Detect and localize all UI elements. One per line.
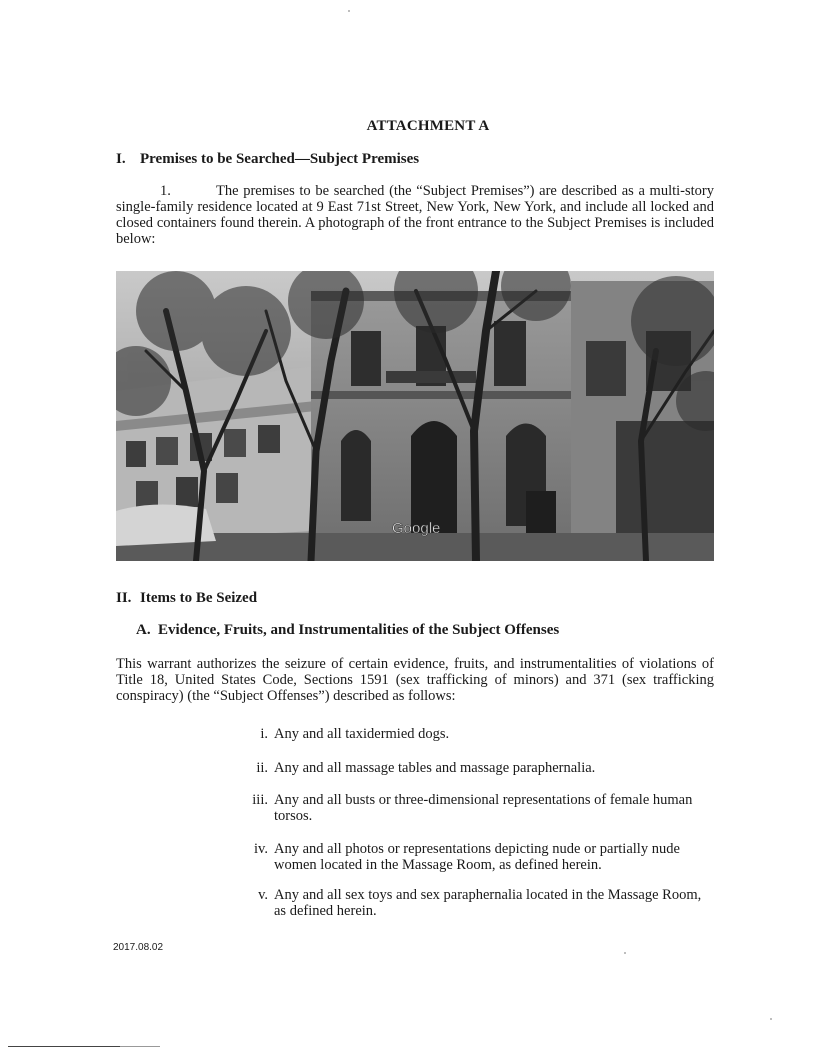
subsection-letter: A. — [136, 622, 151, 638]
footer-date: 2017.08.02 — [113, 942, 164, 953]
section-number: I. — [116, 151, 126, 167]
section-heading-text: Items to Be Seized — [140, 590, 258, 606]
list-item-text: Any and all sex toys and sex paraphernalia located in the Massage Room, as defined herein. — [274, 887, 702, 919]
paragraph-number: 1. — [160, 183, 171, 199]
section-heading-premises — [116, 151, 419, 168]
page-title: ATTACHMENT A — [366, 118, 490, 134]
list-item-text: Any and all taxidermied dogs. — [274, 726, 450, 742]
list-item-text: Any and all photos or representations depicting nude or partially nude women located in the Massage Room, as defined herein. — [274, 841, 680, 873]
list-marker: iii. — [252, 792, 268, 808]
scan-edge-line — [120, 1046, 160, 1047]
section-number: II. — [116, 590, 132, 606]
subsection-heading-text: Evidence, Fruits, and Instrumentalities of the Subject Offenses — [158, 622, 560, 638]
premises-paragraph — [116, 183, 714, 247]
list-marker: i. — [260, 726, 268, 742]
scan-speck — [624, 952, 626, 954]
list-marker: v. — [258, 887, 268, 903]
list-marker: iv. — [254, 841, 268, 857]
scan-speck — [770, 1018, 772, 1020]
subsection-heading-evidence — [136, 622, 559, 639]
scan-speck — [348, 10, 350, 12]
premises-photograph — [116, 271, 714, 561]
section-heading-text: Premises to be Searched—Subject Premises — [140, 151, 420, 167]
warrant-intro-paragraph: This warrant authorizes the seizure of certain evidence, fruits, and instrumentalities of violations of Title 18, United States Code, Sections 1591 (sex trafficking of minors) and 371 (sex trafficking conspiracy) (the “Subject Offenses”) described as follows: — [116, 656, 714, 704]
list-item-text: Any and all busts or three-dimensional representations of female human torsos. — [274, 792, 693, 824]
list-marker: ii. — [256, 760, 268, 776]
list-item-text: Any and all massage tables and massage paraphernalia. — [274, 760, 596, 776]
google-watermark: Google — [392, 520, 441, 537]
scan-edge-line — [8, 1046, 120, 1047]
section-heading-items — [116, 590, 257, 607]
paragraph-text: The premises to be searched (the “Subject Premises”) are described as a multi-story single-family residence located at 9 East 71st Street, New York, New York, and include all locked and closed containers found therein. A photograph of the front entrance to the Subject Premises is included below: — [116, 183, 714, 247]
